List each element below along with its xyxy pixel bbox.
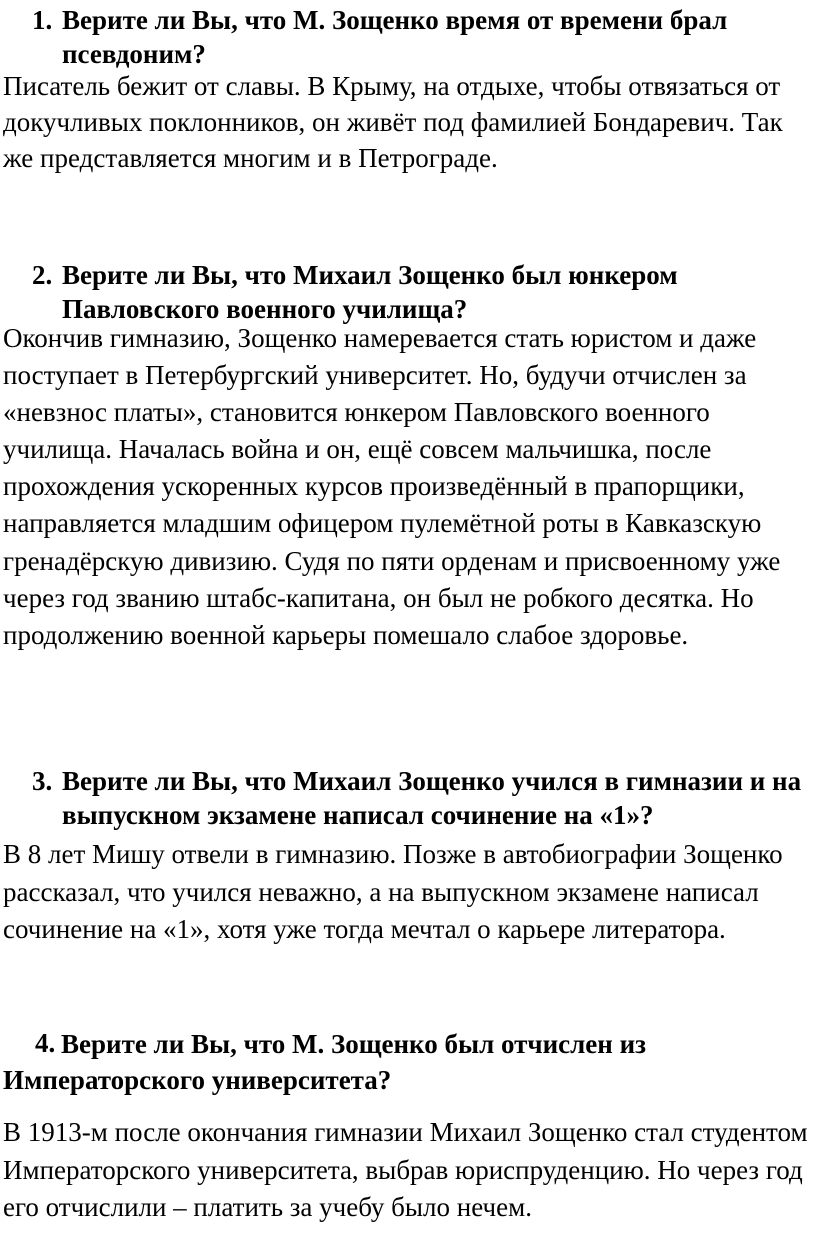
question-2-heading: [32, 258, 792, 326]
question-3-number: 3.: [32, 766, 53, 796]
question-4-text: Верите ли Вы, что М. Зощенко был отчислен из Императорского университета?: [3, 1029, 647, 1095]
question-3-text: Верите ли Вы, что Михаил Зощенко учился в гимназии и на выпускном экзамене написал сочинение на «1»?: [62, 766, 802, 830]
answer-1-paragraph: Писатель бежит от славы. В Крыму, на отдыхе, чтобы отвязаться от докучливых поклонников, он живёт под фамилией Бондаревич. Так же представляется многим и в Петрограде.: [3, 71, 783, 173]
question-2-text: Верите ли Вы, что Михаил Зощенко был юнкером Павловского военного училища?: [62, 260, 678, 324]
question-4-heading: [3, 1026, 793, 1098]
answer-2-paragraph: Окончив гимназию, Зощенко намеревается стать юристом и даже поступает в Петербургский университет. Но, будучи отчислен за «невзнос платы», становится юнкером Павловского военного училища. Началась война и он, ещё совсем мальчишка, после прохождения ускоренных курсов произведённый в прапорщики, направляется младшим офицером пулемётной роты в Кавказскую гренадёрскую дивизию. Судя по пяти орденам и присвоенному уже через год званию штабс-капитана, он был не робкого десятка. Но продолжению военной карьеры помешало слабое здоровье.: [3, 323, 781, 650]
question-3-heading: [32, 764, 802, 832]
question-4-number: 4.: [35, 1028, 56, 1058]
question-1-text: Верите ли Вы, что М. Зощенко время от времени брал псевдоним?: [62, 5, 728, 69]
answer-3-paragraph: В 8 лет Мишу отвели в гимназию. Позже в автобиографии Зощенко рассказал, что учился неважно, а на выпускном экзамене написал сочинение на «1», хотя уже тогда мечтал о карьере литератора.: [3, 839, 783, 944]
answer-4-paragraph: В 1913-м после окончания гимназии Михаил Зощенко стал студентом Императорского университета, выбрав юриспруденцию. Но через год его отчислили – платить за учебу было нечем.: [3, 1117, 808, 1222]
question-1-number: 1.: [32, 5, 53, 35]
question-1-heading: [32, 3, 792, 71]
question-2-number: 2.: [32, 260, 53, 290]
